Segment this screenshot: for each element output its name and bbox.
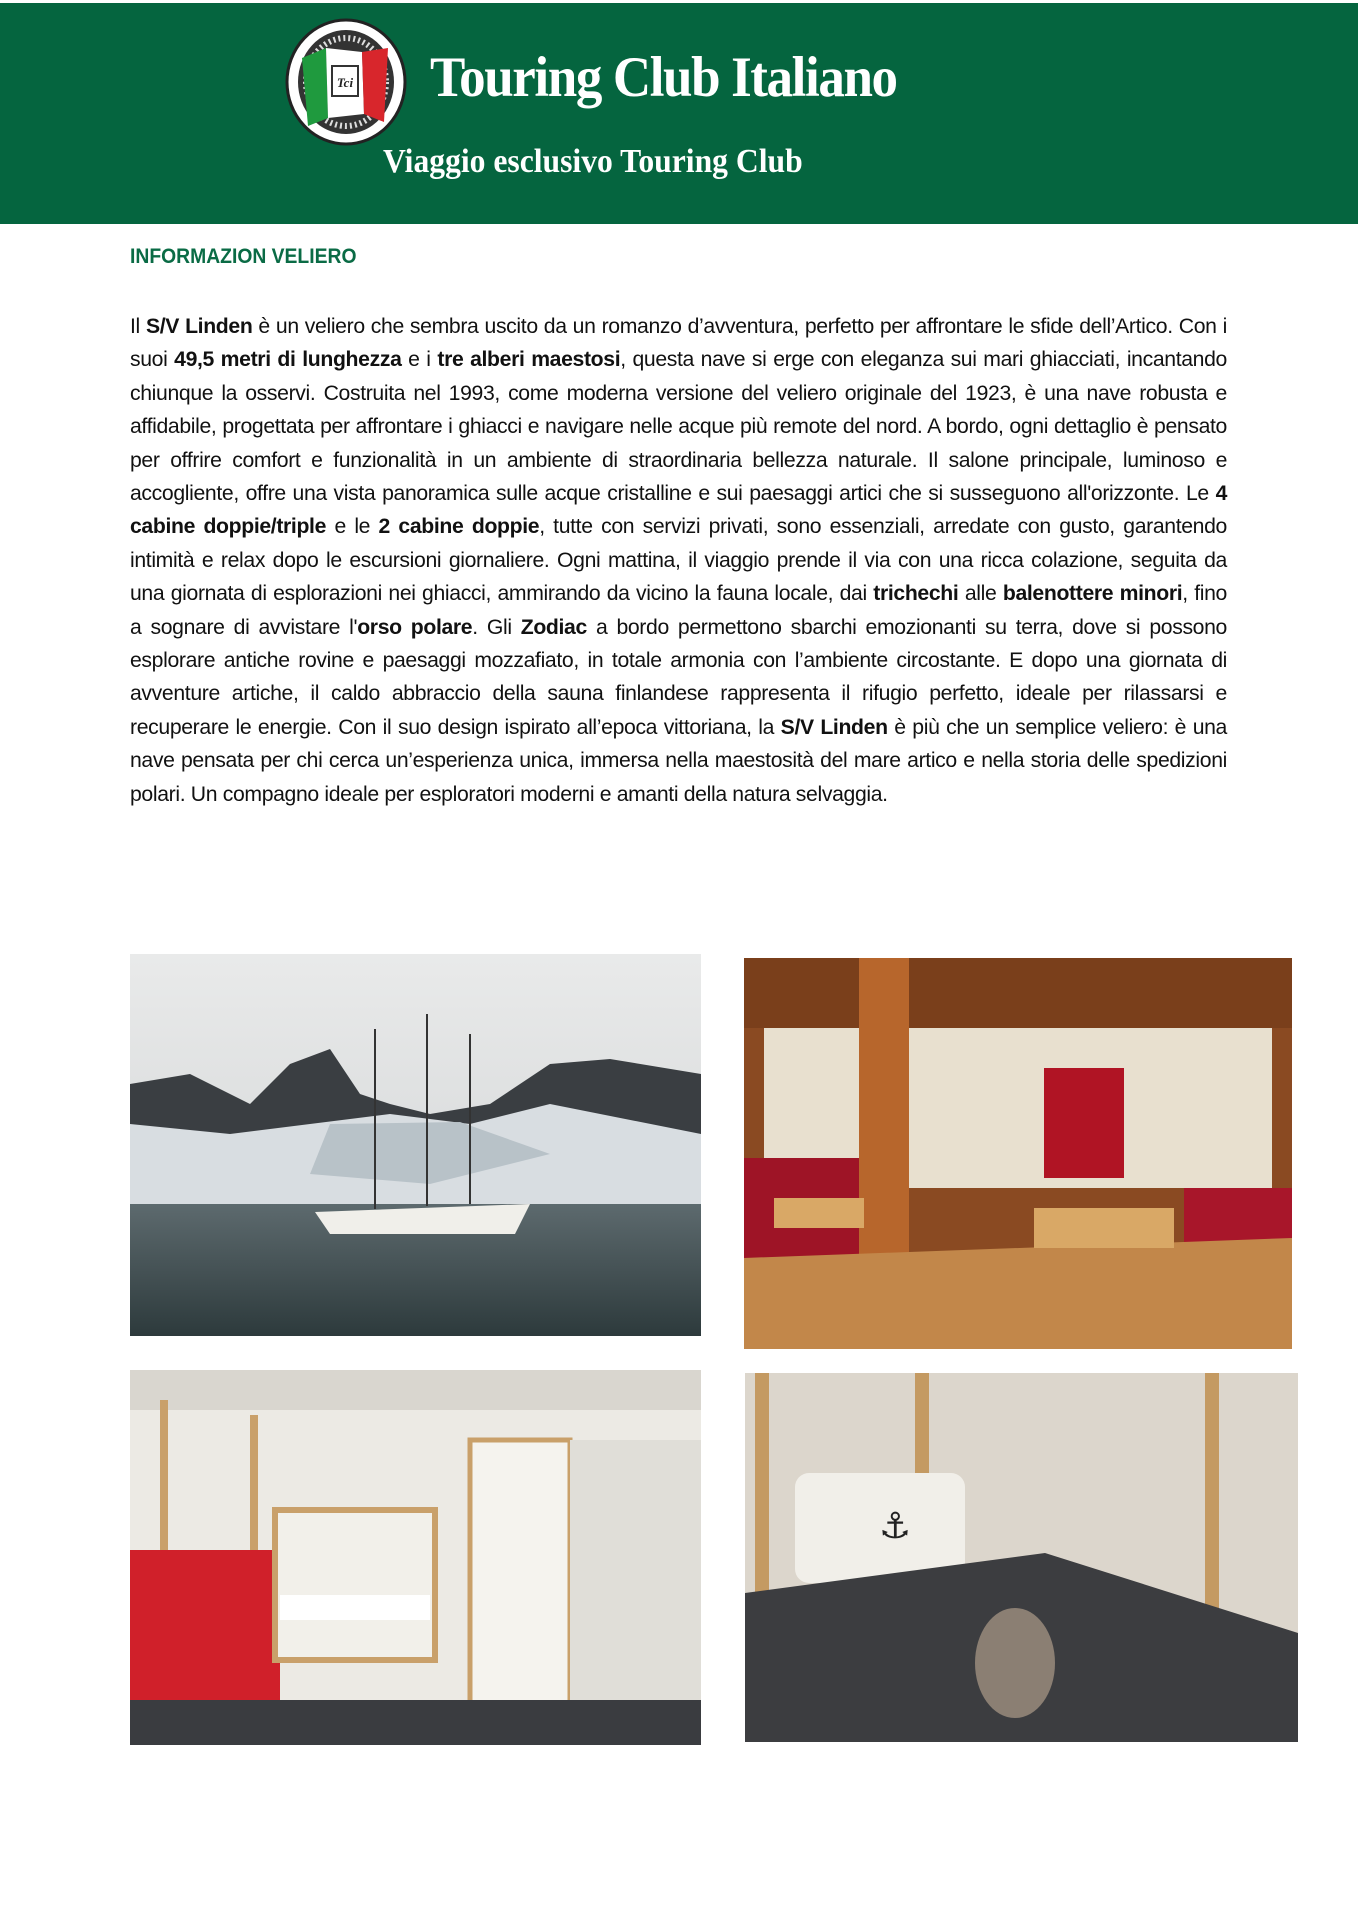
bold-phrase: trichechi bbox=[873, 582, 959, 606]
photo-cabin-bed bbox=[745, 1373, 1298, 1742]
bold-phrase: 2 cabine doppie bbox=[378, 515, 540, 539]
text-run: a bordo permettono sbarchi emozionanti su terra, dove si possono esplorare antiche rovine e paesaggi mozzafiato, in totale armonia con l’ambiente circostante. E dopo una giornata di avventure artiche, il caldo abbraccio della sauna finlandese rappresenta il rifugio perfetto, ideale per rilassarsi e recuperare le energie. Con il suo design ispirato all’epoca vittoriana, la bbox=[130, 615, 1227, 739]
description-paragraph bbox=[130, 310, 1227, 811]
bold-phrase: tre alberi maestosi bbox=[437, 348, 621, 372]
bold-phrase: 49,5 metri di lunghezza bbox=[174, 348, 402, 372]
text-run: è più che un semplice veliero: è una nave pensata per chi cerca un’esperienza unica, immersa nella maestosità del mare artico e nella storia delle spedizioni polari. Un compagno ideale per esploratori moderni e amanti della natura selvaggia. bbox=[130, 715, 1227, 806]
bold-phrase: S/V Linden bbox=[145, 315, 253, 338]
photo-ship-glacier bbox=[130, 954, 701, 1336]
text-run: , tutte con servizi privati, sono essenziali, arredate con gusto, garantendo intimità e relax dopo le escursioni giornaliere. Ogni mattina, il viaggio prende il via con una ricca colazione, seguita da una giornata di esplorazioni nei ghiacci, ammirando da vicino la fauna locale, dai bbox=[130, 515, 1227, 606]
text-run: alle bbox=[958, 582, 1003, 606]
svg-text:⚓: ⚓ bbox=[878, 1506, 912, 1547]
text-run: e i bbox=[401, 348, 438, 372]
text-run: e le bbox=[326, 515, 379, 539]
bold-phrase: S/V Linden bbox=[780, 715, 888, 739]
bold-phrase: balenottere minori bbox=[1002, 582, 1183, 606]
bold-phrase: 4 cabine doppie/triple bbox=[130, 482, 1227, 539]
text-run: Il bbox=[130, 315, 146, 338]
svg-text:Tci: Tci bbox=[336, 75, 354, 90]
tci-logo bbox=[284, 18, 408, 146]
text-run: , questa nave si erge con eleganza sui mari ghiacciati, incantando chiunque la osservi. Costruita nel 1993, come moderna versione del veliero originale del 1923, è una nave robusta e affidabile, progettata per affrontare i ghiacci e navigare nelle acque più remote del nord. A bordo, ogni dettaglio è pensato per offrire comfort e funzionalità in un ambiente di straordinaria bellezza naturale. Il salone principale, luminoso e accogliente, offre una vista panoramica sulle acque cristalline e sui paesaggi artici che si susseguono all'orizzonte. Le bbox=[130, 348, 1227, 506]
header-banner bbox=[0, 3, 1358, 224]
text-run: . Gli bbox=[472, 615, 521, 639]
header-title: Touring Club Italiano bbox=[430, 46, 897, 109]
header-subtitle: Viaggio esclusivo Touring Club bbox=[383, 143, 803, 180]
photo-salon bbox=[744, 958, 1292, 1349]
section-heading: INFORMAZION VELIERO bbox=[130, 245, 357, 268]
bold-phrase: orso polare bbox=[357, 615, 473, 639]
text-run: , fino a sognare di avvistare l' bbox=[130, 582, 1227, 639]
photo-cabin-bunk bbox=[130, 1370, 701, 1745]
bold-phrase: Zodiac bbox=[520, 615, 587, 639]
text-run: è un veliero che sembra uscito da un romanzo d’avventura, perfetto per affrontare le sfide dell’Artico. Con i suoi bbox=[130, 315, 1227, 372]
